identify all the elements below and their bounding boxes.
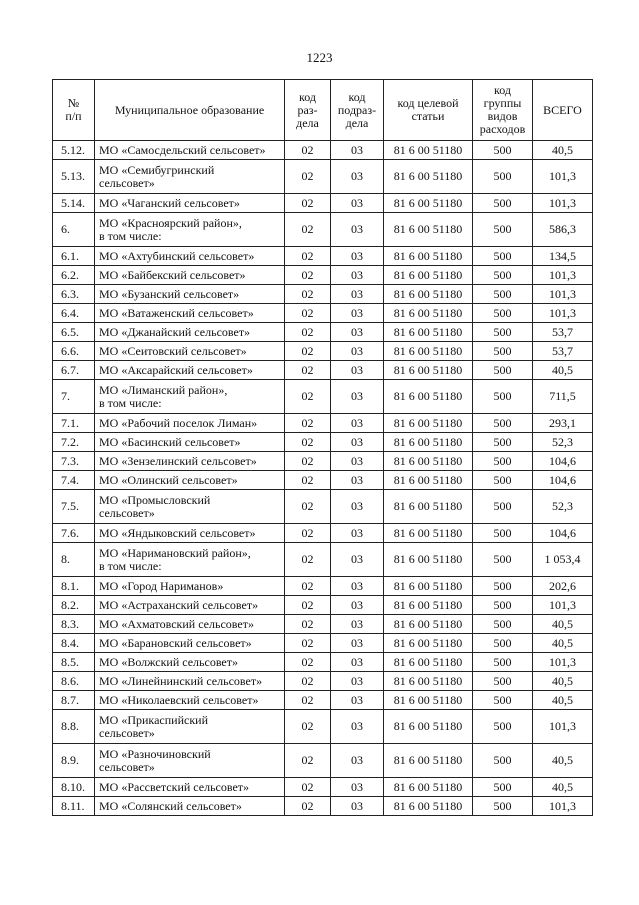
cell-num: 7.1. [53,414,95,433]
cell-total: 101,3 [533,710,593,744]
cell-razdel: 02 [285,266,331,285]
cell-expense-group: 500 [473,361,533,380]
cell-total: 40,5 [533,634,593,653]
cell-num: 6.3. [53,285,95,304]
cell-razdel: 02 [285,615,331,634]
cell-num: 8.8. [53,710,95,744]
cell-num: 8.6. [53,672,95,691]
cell-expense-group: 500 [473,452,533,471]
table-header-row [53,80,593,141]
cell-podrazdel: 03 [331,380,384,414]
table-row [53,615,593,634]
cell-expense-group: 500 [473,433,533,452]
cell-expense-group: 500 [473,778,533,797]
cell-podrazdel: 03 [331,691,384,710]
table-row [53,380,593,414]
cell-num: 8.7. [53,691,95,710]
cell-expense-group: 500 [473,615,533,634]
cell-razdel: 02 [285,744,331,778]
cell-num: 7.5. [53,490,95,524]
table-row [53,471,593,490]
table-row [53,577,593,596]
cell-total: 52,3 [533,490,593,524]
cell-expense-group: 500 [473,323,533,342]
cell-num: 6.4. [53,304,95,323]
cell-razdel: 02 [285,361,331,380]
cell-target-article: 81 6 00 51180 [384,285,473,304]
cell-expense-group: 500 [473,160,533,194]
cell-target-article: 81 6 00 51180 [384,691,473,710]
cell-podrazdel: 03 [331,304,384,323]
cell-expense-group: 500 [473,471,533,490]
cell-podrazdel: 03 [331,672,384,691]
cell-num: 7.3. [53,452,95,471]
header-target-article: код целевой статьи [384,80,473,141]
cell-podrazdel: 03 [331,452,384,471]
cell-razdel: 02 [285,471,331,490]
cell-target-article: 81 6 00 51180 [384,380,473,414]
cell-num: 8.4. [53,634,95,653]
cell-razdel: 02 [285,710,331,744]
cell-total: 101,3 [533,194,593,213]
cell-target-article: 81 6 00 51180 [384,577,473,596]
cell-razdel: 02 [285,160,331,194]
cell-municipality: МО «Волжский сельсовет» [95,653,285,672]
header-podrazdel: код подраз- дела [331,80,384,141]
cell-num: 8.10. [53,778,95,797]
cell-num: 7. [53,380,95,414]
cell-razdel: 02 [285,653,331,672]
cell-total: 101,3 [533,266,593,285]
cell-municipality: МО «Лиманский район», в том числе: [95,380,285,414]
table-row [53,691,593,710]
cell-podrazdel: 03 [331,596,384,615]
cell-podrazdel: 03 [331,323,384,342]
cell-total: 101,3 [533,285,593,304]
cell-total: 293,1 [533,414,593,433]
cell-razdel: 02 [285,213,331,247]
cell-razdel: 02 [285,797,331,816]
cell-total: 134,5 [533,247,593,266]
table-row [53,247,593,266]
cell-podrazdel: 03 [331,797,384,816]
cell-municipality: МО «Рабочий поселок Лиман» [95,414,285,433]
cell-municipality: МО «Линейнинский сельсовет» [95,672,285,691]
table-row [53,672,593,691]
cell-expense-group: 500 [473,744,533,778]
cell-podrazdel: 03 [331,414,384,433]
table-body [53,141,593,816]
cell-total: 101,3 [533,160,593,194]
cell-municipality: МО «Промысловский сельсовет» [95,490,285,524]
cell-expense-group: 500 [473,194,533,213]
cell-target-article: 81 6 00 51180 [384,266,473,285]
cell-podrazdel: 03 [331,615,384,634]
cell-total: 40,5 [533,744,593,778]
table-row [53,634,593,653]
cell-num: 6.1. [53,247,95,266]
cell-municipality: МО «Семибугринский сельсовет» [95,160,285,194]
cell-razdel: 02 [285,323,331,342]
cell-total: 52,3 [533,433,593,452]
cell-total: 53,7 [533,323,593,342]
page-number: 1223 [306,50,333,65]
table-row [53,304,593,323]
table-row [53,194,593,213]
cell-target-article: 81 6 00 51180 [384,672,473,691]
cell-num: 6.5. [53,323,95,342]
cell-total: 40,5 [533,691,593,710]
table-row [53,524,593,543]
cell-razdel: 02 [285,285,331,304]
cell-target-article: 81 6 00 51180 [384,160,473,194]
cell-expense-group: 500 [473,380,533,414]
cell-municipality: МО «Олинский сельсовет» [95,471,285,490]
cell-razdel: 02 [285,577,331,596]
cell-municipality: МО «Яндыковский сельсовет» [95,524,285,543]
cell-expense-group: 500 [473,691,533,710]
cell-target-article: 81 6 00 51180 [384,634,473,653]
cell-target-article: 81 6 00 51180 [384,194,473,213]
cell-podrazdel: 03 [331,433,384,452]
table-row [53,361,593,380]
table-row [53,452,593,471]
cell-target-article: 81 6 00 51180 [384,797,473,816]
cell-razdel: 02 [285,490,331,524]
table-row [53,710,593,744]
cell-municipality: МО «Чаганский сельсовет» [95,194,285,213]
cell-municipality: МО «Барановский сельсовет» [95,634,285,653]
cell-total: 586,3 [533,213,593,247]
cell-total: 101,3 [533,304,593,323]
cell-target-article: 81 6 00 51180 [384,342,473,361]
cell-razdel: 02 [285,414,331,433]
cell-municipality: МО «Джанайский сельсовет» [95,323,285,342]
cell-expense-group: 500 [473,543,533,577]
cell-target-article: 81 6 00 51180 [384,471,473,490]
cell-num: 8.1. [53,577,95,596]
cell-total: 104,6 [533,524,593,543]
cell-target-article: 81 6 00 51180 [384,653,473,672]
cell-razdel: 02 [285,380,331,414]
cell-expense-group: 500 [473,342,533,361]
table-row [53,266,593,285]
cell-podrazdel: 03 [331,744,384,778]
cell-razdel: 02 [285,543,331,577]
cell-total: 711,5 [533,380,593,414]
header-razdel: код раз- дела [285,80,331,141]
cell-num: 5.14. [53,194,95,213]
cell-municipality: МО «Зензелинский сельсовет» [95,452,285,471]
cell-podrazdel: 03 [331,266,384,285]
cell-municipality: МО «Сеитовский сельсовет» [95,342,285,361]
cell-podrazdel: 03 [331,577,384,596]
cell-expense-group: 500 [473,524,533,543]
cell-target-article: 81 6 00 51180 [384,414,473,433]
cell-razdel: 02 [285,304,331,323]
cell-municipality: МО «Байбекский сельсовет» [95,266,285,285]
cell-total: 202,6 [533,577,593,596]
cell-podrazdel: 03 [331,490,384,524]
cell-total: 40,5 [533,615,593,634]
cell-expense-group: 500 [473,710,533,744]
cell-municipality: МО «Город Нариманов» [95,577,285,596]
cell-target-article: 81 6 00 51180 [384,213,473,247]
cell-expense-group: 500 [473,141,533,160]
cell-municipality: МО «Ватаженский сельсовет» [95,304,285,323]
cell-target-article: 81 6 00 51180 [384,490,473,524]
cell-num: 6.6. [53,342,95,361]
cell-razdel: 02 [285,247,331,266]
table-row [53,160,593,194]
cell-num: 7.6. [53,524,95,543]
cell-municipality: МО «Рассветский сельсовет» [95,778,285,797]
cell-municipality: МО «Разночиновский сельсовет» [95,744,285,778]
cell-expense-group: 500 [473,672,533,691]
cell-expense-group: 500 [473,285,533,304]
cell-razdel: 02 [285,672,331,691]
cell-expense-group: 500 [473,577,533,596]
cell-podrazdel: 03 [331,213,384,247]
cell-podrazdel: 03 [331,247,384,266]
table-row [53,778,593,797]
table-row [53,141,593,160]
cell-num: 8.3. [53,615,95,634]
cell-target-article: 81 6 00 51180 [384,361,473,380]
cell-razdel: 02 [285,194,331,213]
cell-total: 40,5 [533,361,593,380]
cell-podrazdel: 03 [331,141,384,160]
cell-target-article: 81 6 00 51180 [384,323,473,342]
cell-razdel: 02 [285,596,331,615]
table-row [53,653,593,672]
table-row [53,543,593,577]
table-row [53,490,593,524]
cell-expense-group: 500 [473,653,533,672]
cell-target-article: 81 6 00 51180 [384,615,473,634]
table-row [53,433,593,452]
cell-podrazdel: 03 [331,634,384,653]
cell-target-article: 81 6 00 51180 [384,524,473,543]
cell-target-article: 81 6 00 51180 [384,710,473,744]
cell-razdel: 02 [285,524,331,543]
cell-target-article: 81 6 00 51180 [384,744,473,778]
table-row [53,285,593,304]
cell-municipality: МО «Астраханский сельсовет» [95,596,285,615]
cell-total: 101,3 [533,596,593,615]
cell-podrazdel: 03 [331,194,384,213]
cell-num: 6.2. [53,266,95,285]
budget-table [52,79,593,816]
cell-total: 40,5 [533,141,593,160]
cell-podrazdel: 03 [331,342,384,361]
cell-target-article: 81 6 00 51180 [384,543,473,577]
cell-expense-group: 500 [473,247,533,266]
header-expense-group: код группы видов расходов [473,80,533,141]
cell-num: 5.13. [53,160,95,194]
cell-num: 8.9. [53,744,95,778]
cell-total: 101,3 [533,653,593,672]
cell-podrazdel: 03 [331,361,384,380]
cell-razdel: 02 [285,452,331,471]
cell-total: 104,6 [533,471,593,490]
cell-num: 6.7. [53,361,95,380]
table-row [53,213,593,247]
cell-expense-group: 500 [473,304,533,323]
cell-municipality: МО «Прикаспийский сельсовет» [95,710,285,744]
cell-target-article: 81 6 00 51180 [384,452,473,471]
cell-razdel: 02 [285,778,331,797]
cell-num: 8.5. [53,653,95,672]
cell-municipality: МО «Солянский сельсовет» [95,797,285,816]
cell-municipality: МО «Ахтубинский сельсовет» [95,247,285,266]
cell-razdel: 02 [285,433,331,452]
cell-target-article: 81 6 00 51180 [384,433,473,452]
cell-num: 7.4. [53,471,95,490]
cell-expense-group: 500 [473,266,533,285]
cell-expense-group: 500 [473,797,533,816]
table-row [53,596,593,615]
cell-podrazdel: 03 [331,710,384,744]
cell-total: 104,6 [533,452,593,471]
cell-razdel: 02 [285,691,331,710]
cell-target-article: 81 6 00 51180 [384,247,473,266]
cell-municipality: МО «Ахматовский сельсовет» [95,615,285,634]
table-row [53,323,593,342]
cell-podrazdel: 03 [331,543,384,577]
cell-total: 40,5 [533,778,593,797]
cell-podrazdel: 03 [331,471,384,490]
cell-expense-group: 500 [473,596,533,615]
cell-num: 8.2. [53,596,95,615]
cell-total: 40,5 [533,672,593,691]
cell-expense-group: 500 [473,414,533,433]
table-row [53,744,593,778]
table-row [53,414,593,433]
cell-municipality: МО «Бузанский сельсовет» [95,285,285,304]
cell-podrazdel: 03 [331,285,384,304]
cell-razdel: 02 [285,141,331,160]
cell-razdel: 02 [285,634,331,653]
cell-target-article: 81 6 00 51180 [384,141,473,160]
cell-total: 53,7 [533,342,593,361]
cell-podrazdel: 03 [331,160,384,194]
cell-target-article: 81 6 00 51180 [384,304,473,323]
cell-municipality: МО «Николаевский сельсовет» [95,691,285,710]
cell-podrazdel: 03 [331,524,384,543]
header-num: № п/п [53,80,95,141]
cell-municipality: МО «Наримановский район», в том числе: [95,543,285,577]
cell-expense-group: 500 [473,213,533,247]
cell-num: 7.2. [53,433,95,452]
cell-municipality: МО «Аксарайский сельсовет» [95,361,285,380]
cell-num: 8.11. [53,797,95,816]
cell-num: 8. [53,543,95,577]
header-municipality: Муниципальное образование [95,80,285,141]
cell-municipality: МО «Красноярский район», в том числе: [95,213,285,247]
cell-target-article: 81 6 00 51180 [384,596,473,615]
header-total: ВСЕГО [533,80,593,141]
cell-razdel: 02 [285,342,331,361]
cell-expense-group: 500 [473,490,533,524]
cell-municipality: МО «Басинский сельсовет» [95,433,285,452]
cell-podrazdel: 03 [331,653,384,672]
table-row [53,342,593,361]
cell-num: 5.12. [53,141,95,160]
cell-total: 1 053,4 [533,543,593,577]
cell-expense-group: 500 [473,634,533,653]
cell-num: 6. [53,213,95,247]
cell-total: 101,3 [533,797,593,816]
table-row [53,797,593,816]
cell-target-article: 81 6 00 51180 [384,778,473,797]
cell-podrazdel: 03 [331,778,384,797]
cell-municipality: МО «Самосдельский сельсовет» [95,141,285,160]
